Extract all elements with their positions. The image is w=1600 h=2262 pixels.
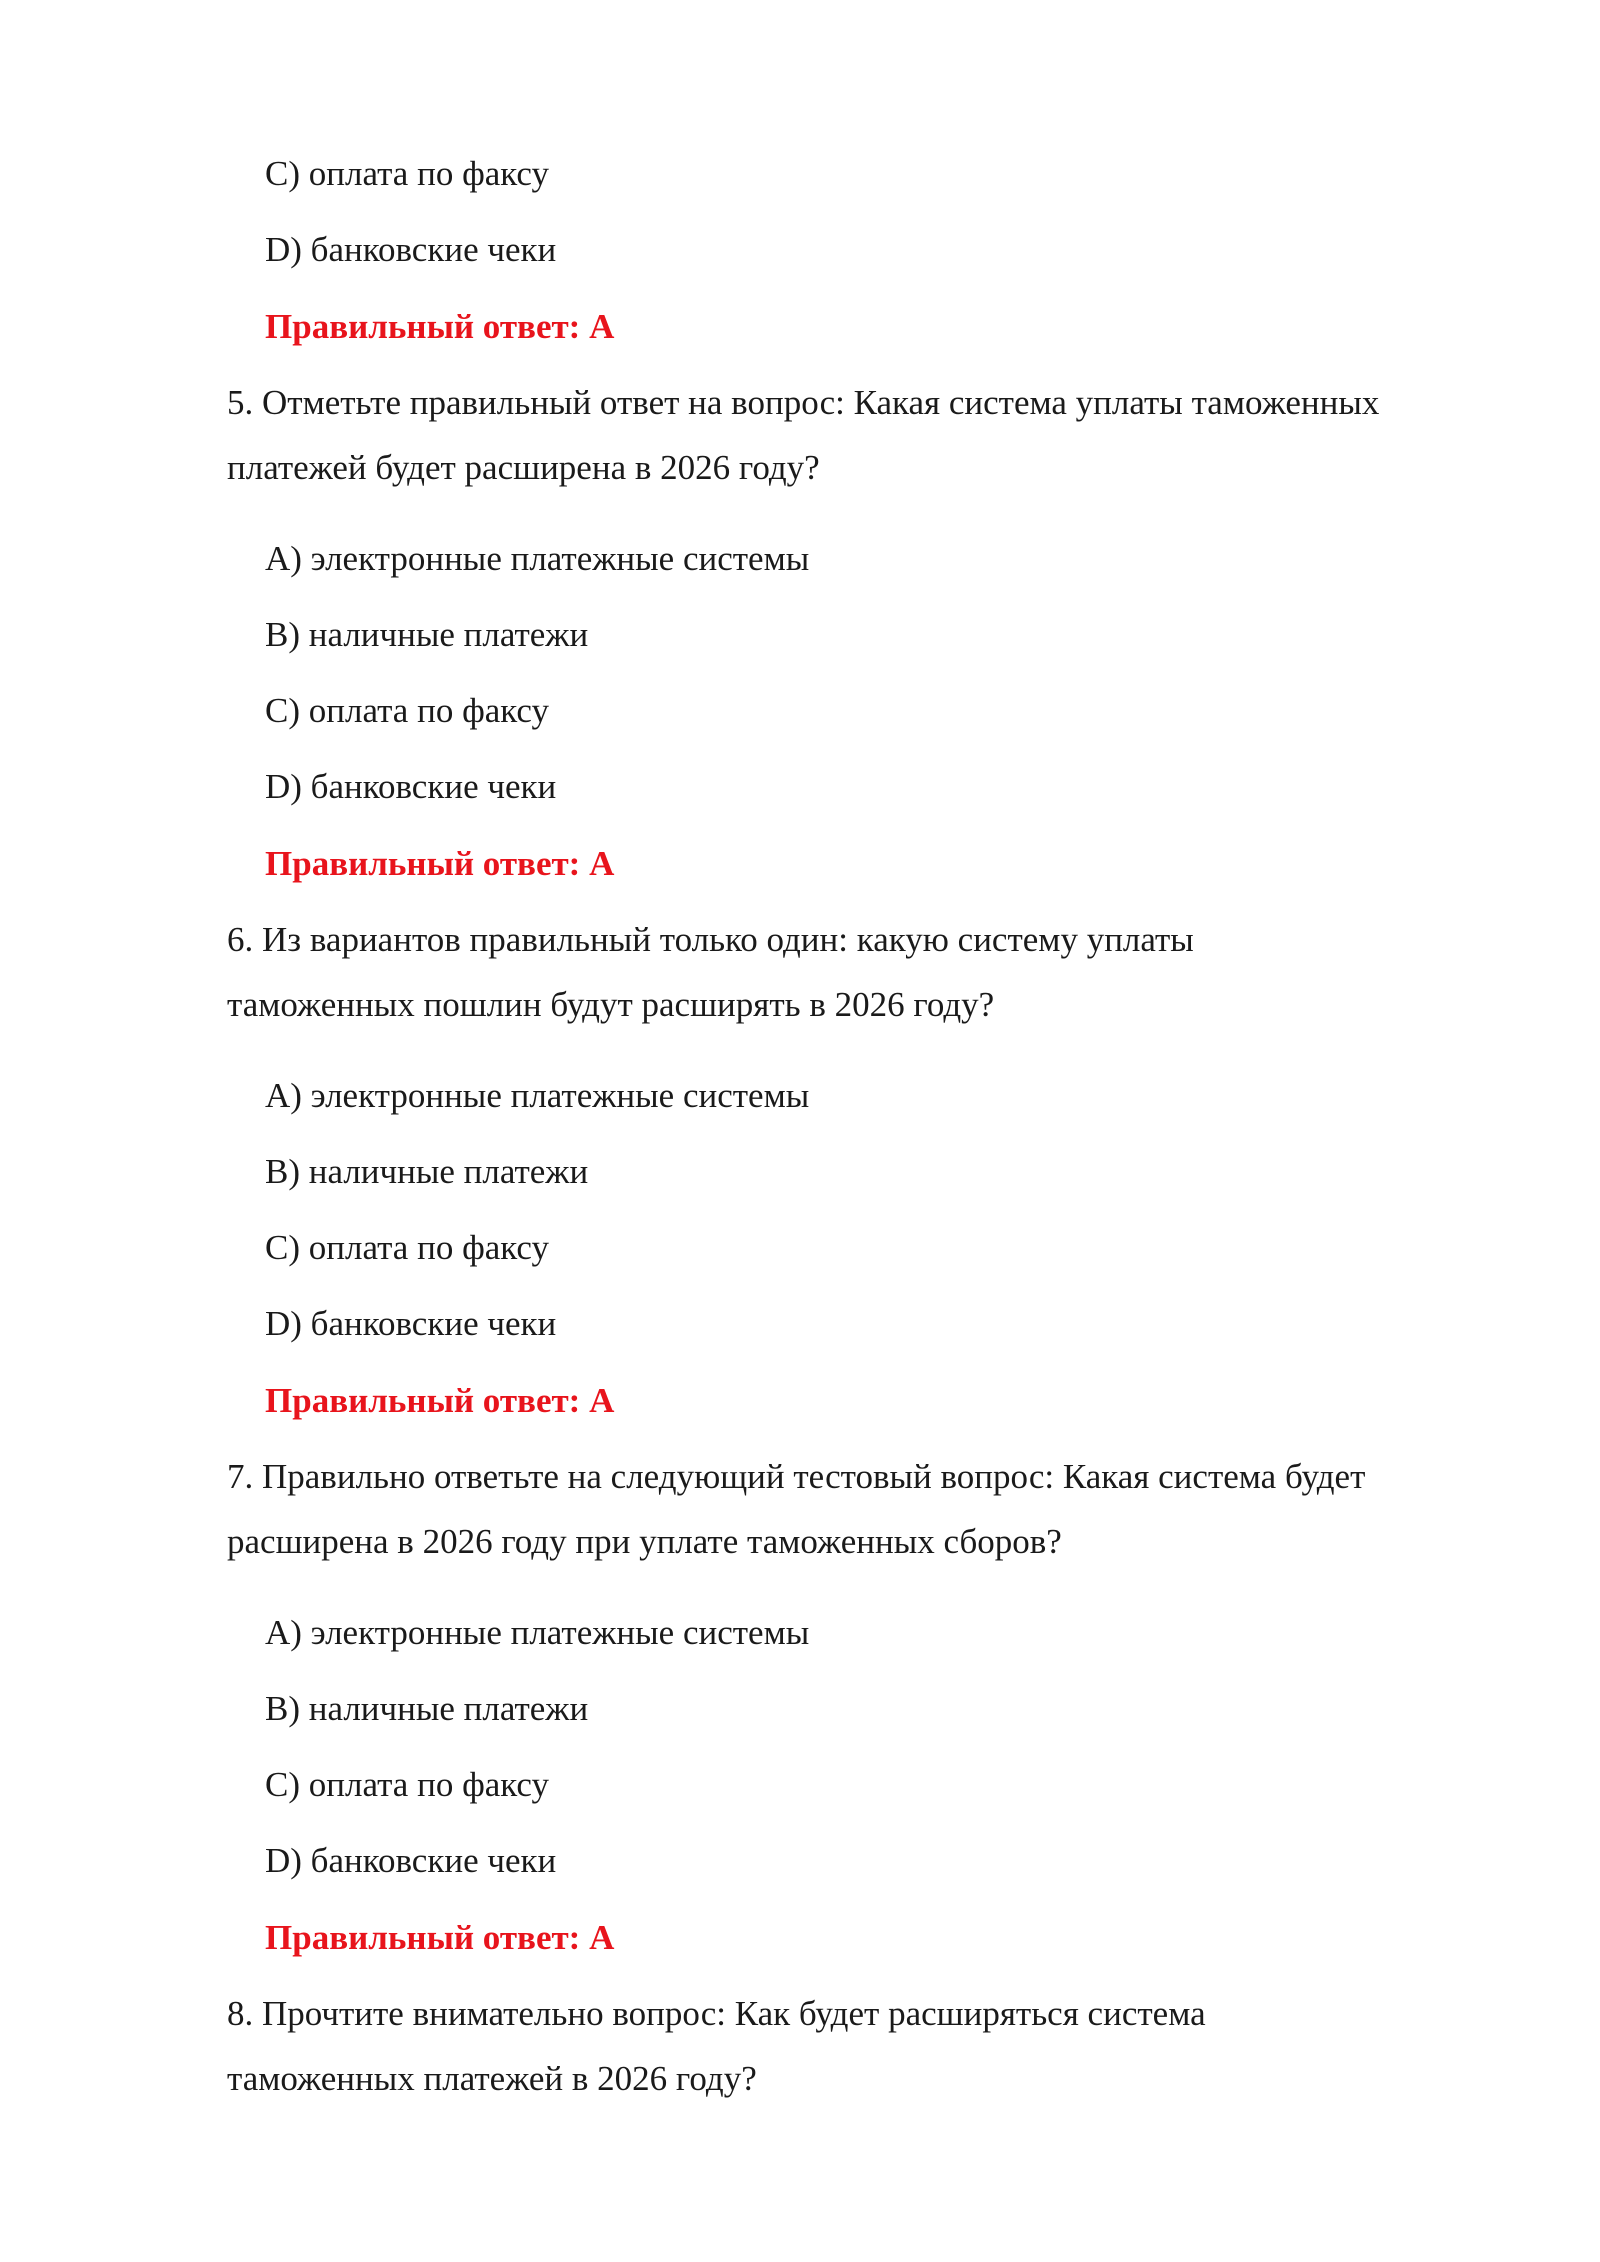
answer-q5: Правильный ответ: A [265,844,615,883]
option-q6-d: D) банковские чеки [265,1304,557,1343]
option-q7-a: A) электронные платежные системы [265,1613,810,1652]
answer-q7: Правильный ответ: A [265,1918,615,1957]
question-q6-line-2: таможенных пошлин будут расширять в 2026 году? [227,985,995,1024]
question-q5-line-2: платежей будет расширена в 2026 году? [227,448,820,487]
question-q7-line-1: 7. Правильно ответьте на следующий тестовый вопрос: Какая система будет [227,1457,1366,1496]
option-q5-a: A) электронные платежные системы [265,539,810,578]
answer-q6: Правильный ответ: A [265,1381,615,1420]
option-q4-c: C) оплата по факсу [265,154,549,193]
option-q6-b: B) наличные платежи [265,1152,589,1191]
option-q5-c: C) оплата по факсу [265,691,549,730]
option-q4-d: D) банковские чеки [265,230,557,269]
question-q8-line-1: 8. Прочтите внимательно вопрос: Как будет расширяться система [227,1994,1206,2033]
question-q8-line-2: таможенных платежей в 2026 году? [227,2059,757,2098]
option-q5-d: D) банковские чеки [265,767,557,806]
option-q6-a: A) электронные платежные системы [265,1076,810,1115]
option-q7-d: D) банковские чеки [265,1841,557,1880]
option-q6-c: C) оплата по факсу [265,1228,549,1267]
question-q5-line-1: 5. Отметьте правильный ответ на вопрос: Какая система уплаты таможенных [227,383,1380,422]
option-q5-b: B) наличные платежи [265,615,589,654]
question-q6-line-1: 6. Из вариантов правильный только один: какую систему уплаты [227,920,1194,959]
question-q7-line-2: расширена в 2026 году при уплате таможенных сборов? [227,1522,1062,1561]
option-q7-c: C) оплата по факсу [265,1765,549,1804]
option-q7-b: B) наличные платежи [265,1689,589,1728]
answer-q4: Правильный ответ: A [265,307,615,346]
